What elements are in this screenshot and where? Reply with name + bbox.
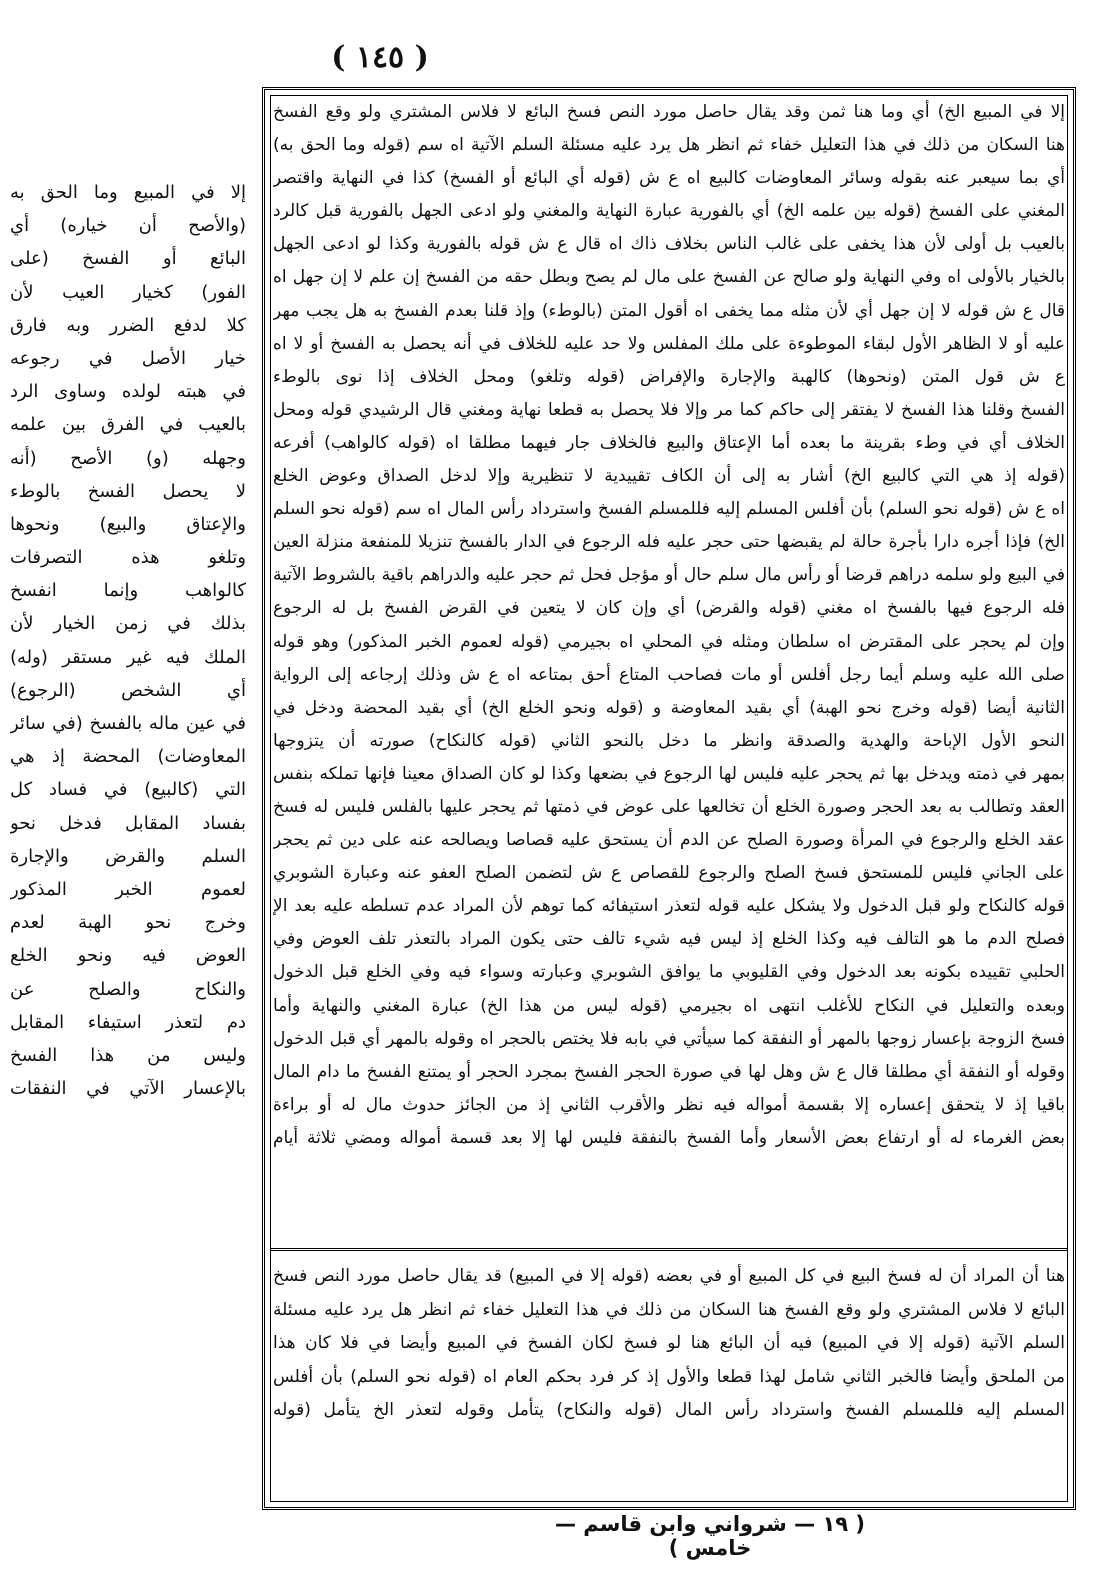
commentary-divider bbox=[271, 1248, 1067, 1251]
footnote-line: هنا أن المراد أن له فسخ البيع في كل المبيع أو في بعضه (قوله إلا في المبيع) قد يقال حاصل مورد النص فسخ bbox=[273, 1266, 1065, 1286]
main-text-line: البائع أو الفسخ (على bbox=[10, 248, 246, 270]
commentary-line: بالخيار بالأولى اه وفي النهاية ولو صالح عن الفسخ على مال لم يصح وبطل حقه من الفسخ إن علم لا إن جهل اه bbox=[273, 267, 1065, 288]
commentary-line: في البيع ولو سلمه دراهم قرضا أو رأس مال سلم حال أو مؤجل فحل ثم حجر عليه والدراهم باقية بالشروط الآتية bbox=[273, 565, 1065, 586]
commentary-line: اه ع ش (قوله نحو السلم) بأن أفلس المسلم إليه فللمسلم الفسخ واسترداد رأس المال اه سم (قوله نحو السلم bbox=[273, 499, 1065, 520]
main-text-line: أي الشخص (الرجوع) bbox=[10, 679, 246, 701]
footnote-line: البائع لا فلاس المشتري ولو وقع الفسخ هنا السكان من ذلك في هذا التعليل خفاء ثم انظر هل يرد عليه مسئلة bbox=[273, 1299, 1065, 1320]
footnote-line: من الملحق وأيضا فالخبر الثاني شامل لهذا قطعا والأول إذ كر فرد بحكم العام اه (قوله نحو السلم) بأن أفلس bbox=[273, 1366, 1065, 1387]
main-text-line: إلا في المبيع وما الحق به bbox=[10, 182, 246, 203]
commentary-line: (قوله إذ هي التي كالبيع الخ) أشار به إلى أن الكاف تقييدية لا تنظيرية وإلا لدخل الصداق وعوض الخلع bbox=[273, 466, 1065, 487]
commentary-line: وبعده والتعليل في النكاح للأغلب انتهى اه بجيرمي (قوله ليس من هذا الخ) عبارة المغني والنهاية وأما bbox=[273, 995, 1065, 1016]
commentary-line: الفسخ وقلنا هذا الفسخ لا يفتقر إلى حاكم كما مر وإلا فلا يحصل به قطعا نهاية ومغني قال الرشيدي قوله ومحل bbox=[273, 399, 1065, 420]
main-text-line: العوض فيه ونحو الخلع bbox=[10, 945, 246, 967]
commentary-line: المغني على الفسخ (قوله بين علمه الخ) أي بالفورية عبارة النهاية والمغني ولو ادعى الجهل بالفورية قبل كالرد bbox=[273, 201, 1065, 222]
main-text-line: وجهله (و) الأصح (أنه bbox=[10, 447, 246, 469]
main-text-column bbox=[10, 176, 246, 1316]
commentary-line: الخ) فإذا أجره دارا بأجرة حالة لم يقبضها حتى حجر عليه فله الرجوع في الدار بالفسخ تنزيلا للمنفعة منزلة العين bbox=[273, 532, 1065, 553]
footnote-line: المسلم إليه فللمسلم الفسخ واسترداد رأس المال (قوله والنكاح) يتأمل وقوله لتعذر الخ يتأمل (قوله bbox=[273, 1400, 1065, 1420]
commentary-line: النحو الأول الإباحة والهدية والصدقة وانظر ما دخل بالنحو الثاني (قوله كالنكاح) صورته أن يتزوجها bbox=[273, 730, 1065, 751]
commentary-line: ع ش قول المتن (ونحوها) كالهبة والإجارة والإفراض (قوله وتلغو) ومحل الخلاف إذا نوى بالوطء bbox=[273, 366, 1065, 387]
main-text-line: كالواهب وإنما انفسخ bbox=[10, 580, 246, 602]
commentary-line: إلا في المبيع الخ) أي وما هنا ثمن وقد يقال حاصل مورد النص فسخ البائع لا فلاس المشتري ولو وقع الفسخ bbox=[273, 102, 1065, 122]
commentary-line: على الجاني فليس للمستحق فسخ الصلح والرجوع للقصاص ع ش لتضمن الصلح العفو عنه وعبارة الشوبري bbox=[273, 863, 1065, 884]
main-text-line: الملك فيه غير مستقر (وله) bbox=[10, 646, 246, 668]
commentary-line: قال ع ش قوله لا إن جهل أي لأن مثله مما يخفى اه أقول المتن (بالوطء) وإذ قلنا بعدم الفسخ به هل يجب مهر bbox=[273, 300, 1065, 321]
main-text-line: كلا لدفع الضرر وبه فارق bbox=[10, 314, 246, 336]
commentary-line: قوله كالنكاح ولو قبل الدخول ولا يشكل عليه قوله لتعذر استيفائه كما توهم لأن المراد عدم تسلطه عليه بعد الإ bbox=[273, 896, 1065, 917]
commentary-line: بمهر في ذمته ويدخل بها ثم يحجر عليه فليس لها الرجوع في بضعها وكذا لو كان الصداق معينا فإنها تملكه بنفس bbox=[273, 763, 1065, 784]
commentary-line: وإن لم يحجر على المقترض اه سلطان ومثله في المحلي اه بجيرمي (قوله لعموم الخبر المذكور) وهو قوله bbox=[273, 631, 1065, 652]
commentary-line: الثانية أيضا (قوله وخرج نحو الهبة) أي بقيد المعاوضة و (قوله ونحو الخلع الخ) أي بقيد المحضة ودخل في bbox=[273, 697, 1065, 718]
commentary-line: فصلح الدم ما هو التالف فيه وكذا الخلع إذ ليس فيه شيء تالف حتى يكون المراد بالتعذر تلف العوض وفي bbox=[273, 929, 1065, 950]
main-text-line: خيار الأصل في رجوعه bbox=[10, 347, 246, 369]
main-text-line: وتلغو هذه التصرفات bbox=[10, 547, 246, 569]
main-text-line: لا يحصل الفسخ بالوطء bbox=[10, 480, 246, 502]
upper-commentary bbox=[273, 96, 1065, 1241]
commentary-frame bbox=[262, 87, 1076, 1510]
commentary-line: هنا السكان من ذلك في هذا التعليل خفاء ثم انظر هل يرد عليه مسئلة السلم الآتية اه سم (قوله وما الحق به) bbox=[273, 135, 1065, 156]
commentary-line: العقد وتطالب به بعد الحجر وصورة الخلع أن تخالعها على عوض في ذمتها ثم يحجر عليها بالفلس فليس له فسخ bbox=[273, 796, 1065, 817]
footnote-line: السلم الآتية (قوله إلا في المبيع) فيه أن البائع هنا لو فسخ لكان الفسخ في المبيع وأيضا في فلا كان هذا bbox=[273, 1333, 1065, 1353]
commentary-line: صلى الله عليه وسلم أيما رجل أفلس أو مات فصاحب المتاع أحق بمتاعه اه ع ش وذلك إرجاعه إلى الرواية bbox=[273, 664, 1065, 685]
main-text-line: وخرج نحو الهبة لعدم bbox=[10, 912, 246, 934]
main-text-line: بالعيب في الفرق بين علمه bbox=[10, 414, 246, 436]
commentary-line: فسخ الزوجة بإعسار زوجها بالمهر أو النفقة كما سيأتي في بابه فلا يختص بالحجر اه وقوله بالمهر أي قبل الدخول bbox=[273, 1028, 1065, 1049]
commentary-line: عقد الخلع والرجوع في المرأة وصورة الصلح عن الدم أن يستحق عليه قصاصا ويصالحه عنه على دين ثم يحجر bbox=[273, 830, 1065, 851]
main-text-line: في هبته لولده وساوى الرد bbox=[10, 381, 246, 403]
main-text-line: بالإعسار الآتي في النفقات bbox=[10, 1078, 246, 1100]
lower-commentary bbox=[273, 1260, 1065, 1500]
main-text-line: في عين ماله بالفسخ (في سائر bbox=[10, 713, 246, 734]
main-text-line: لعموم الخبر المذكور bbox=[10, 878, 246, 900]
commentary-line: أي بما سيعبر عنه بقوله وسائر المعاوضات كالبيع اه ع ش (قوله أي البائع أو الفسخ) كذا في النهاية واقتصر bbox=[273, 168, 1065, 189]
main-text-line: والنكاح والصلح عن bbox=[10, 978, 246, 1000]
main-text-line: بذلك في زمن الخيار لأن bbox=[10, 613, 246, 635]
page-number: ( ١٤٥ ) bbox=[331, 40, 429, 75]
commentary-line: وقوله أو النفقة أي مطلقا قال ع ش وهل لها في صورة الحجر الفسخ بمجرد الحجر أو يمتنع الفسخ ما دام المال bbox=[273, 1061, 1065, 1082]
commentary-line: بالعيب بل أولى لأن هذا يخفى على غالب الناس بخلاف ذاك اه قال ع ش قوله بالفورية وكذا لو ادعى الجهل bbox=[273, 234, 1065, 255]
main-text-line: دم لتعذر استيفاء المقابل bbox=[10, 1011, 246, 1033]
commentary-line: فله الرجوع فيها بالفسخ اه مغني (قوله والقرض) أي وإن كان لا يتعين في القرض الفسخ بل له الرجوع bbox=[273, 598, 1065, 619]
commentary-line: باقيا إذ لا يتحقق إعساره إلا بقسمة أمواله فيه نظر والأقرب الثاني إذ من الجائز حدوث مال له أو براءة bbox=[273, 1094, 1065, 1115]
commentary-line: بعض الغرماء له أو ارتفاع بعض الأسعار وأما الفسخ بالنفقة فليس لها إلا بعد قسمة أمواله ومضي ثلاثة أيام bbox=[273, 1127, 1065, 1148]
commentary-line: الخلاف أي في وطء بقرينة ما بعده أما الإعتاق والبيع فالخلاف جار فيهما مطلقا اه (قوله كالواهب) أفرعه bbox=[273, 432, 1065, 453]
main-text-line: المعاوضات) المحضة إذ هي bbox=[10, 746, 246, 768]
main-text-line: وليس من هذا الفسخ bbox=[10, 1044, 246, 1066]
main-text-line: بفساد المقابل فدخل نحو bbox=[10, 812, 246, 834]
main-text-line: والإعتاق والبيع) ونحوها bbox=[10, 513, 246, 535]
main-text-line: الفور) كخيار العيب لأن bbox=[10, 281, 246, 303]
commentary-line: الحلبي تقييده بكونه بعد الدخول وفي القليوبي ما يوافق الشوبري وعبارته وسواء فيه وفي الخلع قبل الدخول bbox=[273, 962, 1065, 983]
signature-footer: ( ١٩ — شرواني وابن قاسم — خامس ) bbox=[554, 1512, 865, 1560]
main-text-line: السلم والقرض والإجارة bbox=[10, 845, 246, 867]
commentary-line: عليه أو لا الظاهر الأول لبقاء الموطوءة على ملك المفلس ولا حد عليه للخلاف في أنه يحصل به الفسخ أو لا اه bbox=[273, 333, 1065, 354]
main-text-line: التي (كالبيع) في فساد كل bbox=[10, 779, 246, 801]
main-text-line: (والأصح أن خياره) أي bbox=[10, 215, 246, 237]
